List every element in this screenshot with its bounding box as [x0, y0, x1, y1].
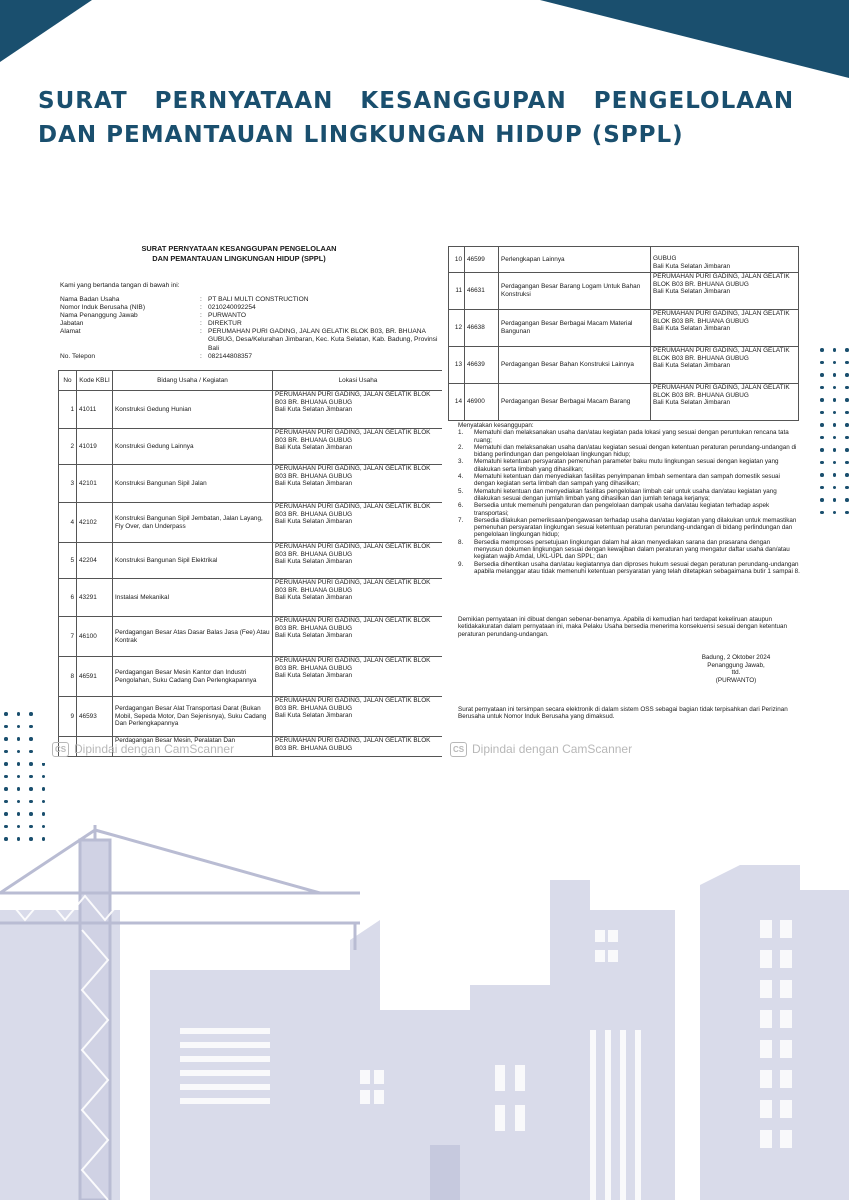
- cell-lokasi: [651, 347, 799, 384]
- statement-text: Bersedia memproses persetujuan lingkungan dalam hal akan menyediakan sarana dan prasarana dengan menyusun dokumen lingkungan sesuai dengan kewajiban dalam peraturan yang mengatur daftar usaha dan/atau kegiatan wajib Amdal, UKL-UPL dan SPPL; dan: [474, 538, 790, 561]
- cell-bidang: Konstruksi Bangunan Sipil Jalan: [113, 465, 273, 503]
- dot-pattern-right: [820, 348, 849, 514]
- cell-lokasi: [273, 391, 443, 429]
- company-info-table: [60, 296, 438, 361]
- sign-name: (PURWANTO): [715, 676, 757, 684]
- cell-no: 1: [59, 391, 77, 429]
- cell-lokasi-address: PERUMAHAN PURI GADING, JALAN GELATIK BLOK B03 BR. BHUANA GUBUG: [275, 429, 431, 444]
- table-row: [449, 384, 799, 421]
- cell-no: 5: [59, 543, 77, 579]
- top-right-corner-shape: [540, 0, 849, 78]
- cell-kode: 46638: [465, 310, 499, 347]
- cell-bidang: Konstruksi Gedung Lainnya: [113, 429, 273, 465]
- info-row: No. Telepon : 082144808357: [60, 353, 438, 361]
- cell-no: 8: [59, 657, 77, 697]
- cell-bidang: Perdagangan Besar Mesin, Peralatan Dan: [113, 737, 273, 757]
- cell-no: 9: [59, 697, 77, 737]
- cell-bidang: Perdagangan Besar Mesin Kantor dan Industri Pengolahan, Suku Cadang Dan Perlengkapannya: [113, 657, 273, 697]
- info-value: PURWANTO: [208, 312, 246, 320]
- statement-item: [458, 458, 800, 473]
- cell-lokasi: [273, 465, 443, 503]
- cell-lokasi-address: PERUMAHAN PURI GADING, JALAN GELATIK BLOK B03 BR. BHUANA GUBUG: [275, 391, 431, 406]
- kbli-right-body: [449, 247, 799, 421]
- cell-lokasi: [651, 384, 799, 421]
- cell-lokasi-tail: GUBUG: [653, 255, 677, 262]
- statement-item: [458, 429, 800, 444]
- statement-text: Mematuhi ketentuan dan menyediakan fasilitas penyimpanan limbah sementara dan sampah domestik sesuai dengan kegiatan serta limbah dan sampah yang dihasilkan;: [474, 473, 780, 488]
- statement-text: Mematuhi ketentuan dan menyediakan fasilitas pengelolaan limbah cair untuk usaha dan/atau kegiatan yang dilakukan sesuai dengan jumlah limbah yang dihasilkan dan jumlah tenaga kerjanya;: [474, 487, 777, 502]
- cell-no: 6: [59, 579, 77, 617]
- document-title: [36, 244, 442, 264]
- statements-section: [458, 422, 800, 575]
- cell-lokasi-address: PERUMAHAN PURI GADING, JALAN GELATIK BLOK B03 BR. BHUANA GUBUG: [275, 737, 431, 752]
- cell-lokasi-address: PERUMAHAN PURI GADING, JALAN GELATIK BLOK B03 BR. BHUANA GUBUG: [653, 384, 790, 399]
- info-row: Alamat : PERUMAHAN PURI GADING, JALAN GELATIK BLOK B03, BR. BHUANA GUBUG, Desa/Kelurahan Jimbaran, Kec. Kuta Selatan, Kab. Badung, Provinsi Bali: [60, 328, 438, 352]
- cell-lokasi-address: PERUMAHAN PURI GADING, JALAN GELATIK BLOK B03 BR. BHUANA GUBUG: [653, 347, 790, 362]
- cell-kode: 42204: [77, 543, 113, 579]
- cell-lokasi-area: Bali Kuta Selatan Jimbaran: [653, 362, 731, 370]
- cell-bidang: Perdagangan Besar Berbagai Macam Material Bangunan: [499, 310, 651, 347]
- table-row: [59, 465, 443, 503]
- cell-no: 10: [449, 247, 465, 273]
- info-label: Nama Penanggung Jawab: [60, 312, 138, 320]
- info-row: Jabatan : DIREKTUR: [60, 320, 438, 328]
- cell-lokasi: [273, 543, 443, 579]
- cell-lokasi-area: Bali Kuta Selatan Jimbaran: [275, 480, 353, 488]
- info-label: Jabatan: [60, 320, 84, 328]
- statement-number: 1.: [458, 429, 464, 437]
- top-left-corner-shape: [0, 0, 92, 62]
- cell-no: 3: [59, 465, 77, 503]
- cell-lokasi: [273, 737, 443, 757]
- table-row: [59, 543, 443, 579]
- statement-text: Mematuhi dan melaksanakan usaha dan/atau kegiatan sesuai dengan ketentuan peraturan perundang-undangan di bidang perlindungan dan pengelolaan lingkungan hidup;: [474, 443, 797, 459]
- camscanner-watermark: [450, 742, 632, 757]
- cell-kode: 46900: [465, 384, 499, 421]
- cell-lokasi: [651, 310, 799, 347]
- cell-kode: 46591: [77, 657, 113, 697]
- info-label: Nama Badan Usaha: [60, 296, 120, 303]
- statement-number: 2.: [458, 443, 464, 451]
- header-kode: Kode KBLI: [77, 371, 113, 391]
- sign-place-date: Badung, 2 Oktober 2024: [701, 654, 771, 661]
- cell-lokasi-address: PERUMAHAN PURI GADING, JALAN GELATIK BLOK B03 BR. BHUANA GUBUG: [275, 657, 431, 672]
- cell-kode: 46100: [77, 617, 113, 657]
- document-title-line1: SURAT PERNYATAAN KESANGGUPAN PENGELOLAAN: [141, 244, 337, 253]
- header-lokasi: Lokasi Usaha: [273, 371, 443, 391]
- page-heading-line1: SURAT PERNYATAAN KESANGGUPAN PENGELOLAAN: [38, 88, 795, 114]
- table-row: [59, 617, 443, 657]
- cell-no: 4: [59, 503, 77, 543]
- statement-item: [458, 444, 800, 459]
- cell-lokasi-address: PERUMAHAN PURI GADING, JALAN GELATIK BLOK B03 BR. BHUANA GUBUG: [275, 697, 431, 712]
- sign-ttd: ttd.: [731, 669, 741, 677]
- cell-bidang: Instalasi Mekanikal: [113, 579, 273, 617]
- info-value: PT BALI MULTI CONSTRUCTION: [208, 296, 309, 303]
- statement-text: Bersedia dilakukan pemeriksaan/pengawasan terhadap usaha dan/atau kegiatan yang dilakukan untuk memastikan pemenuhan persyaratan lingkungan sesuai ketentuan peraturan perundang-undangan di bidang perlindungan dan pengelolaan lingkungan hidup;: [474, 516, 797, 539]
- info-value: 082144808357: [208, 352, 253, 360]
- cell-no: 11: [449, 273, 465, 310]
- header-corner-shapes: [0, 0, 849, 90]
- camscanner-icon: CS: [450, 742, 467, 757]
- statement-item: [458, 561, 800, 576]
- cell-lokasi-area: Bali Kuta Selatan Jimbaran: [275, 444, 353, 452]
- cell-no: 7: [59, 617, 77, 657]
- oss-footer-note: Surat pernyataan ini tersimpan secara elektronik di dalam sistem OSS sebagai bagian tidak terpisahkan dari Perizinan Berusaha untuk Nomor Induk Berusaha yang dimaksud.: [458, 706, 788, 721]
- camscanner-text: Dipindai dengan CamScanner: [472, 742, 633, 757]
- cell-kode: 42102: [77, 503, 113, 543]
- kbli-table-continued: [448, 246, 799, 421]
- table-row: [59, 697, 443, 737]
- statement-number: 6.: [458, 502, 464, 510]
- info-row: Nama Badan Usaha : PT BALI MULTI CONSTRUCTION: [60, 296, 438, 304]
- cell-lokasi-area: Bali Kuta Selatan Jimbaran: [275, 672, 353, 680]
- statement-number: 4.: [458, 473, 464, 481]
- cell-kode: 46599: [465, 247, 499, 273]
- cell-lokasi-address: PERUMAHAN PURI GADING, JALAN GELATIK BLOK B03 BR. BHUANA GUBUG: [653, 310, 790, 325]
- camscanner-icon: CS: [52, 742, 69, 757]
- cell-bidang: Perdagangan Besar Bahan Konstruksi Lainnya: [499, 347, 651, 384]
- table-row: [59, 391, 443, 429]
- table-row: [59, 657, 443, 697]
- statement-number: 5.: [458, 487, 464, 495]
- cell-lokasi-area: Bali Kuta Selatan Jimbaran: [653, 325, 731, 333]
- cell-bidang: Perlengkapan Lainnya: [499, 247, 651, 273]
- cell-kode: 43291: [77, 579, 113, 617]
- statement-number: 8.: [458, 538, 464, 546]
- cell-lokasi-area: Bali Kuta Selatan Jimbaran: [275, 558, 353, 566]
- cell-lokasi-address: PERUMAHAN PURI GADING, JALAN GELATIK BLOK B03 BR. BHUANA GUBUG: [275, 543, 431, 558]
- scanned-page-2: [446, 236, 814, 767]
- cell-lokasi-address: PERUMAHAN PURI GADING, JALAN GELATIK BLOK B03 BR. BHUANA GUBUG: [653, 273, 790, 288]
- cell-lokasi-area: Bali Kuta Selatan Jimbaran: [653, 262, 731, 270]
- cell-bidang: Perdagangan Besar Barang Logam Untuk Bahan Konstruksi: [499, 273, 651, 310]
- cell-bidang: Perdagangan Besar Berbagai Macam Barang: [499, 384, 651, 421]
- info-label: Nomor Induk Berusaha (NIB): [60, 304, 146, 312]
- statement-number: 3.: [458, 458, 464, 466]
- header-bidang: Bidang Usaha / Kegiatan: [113, 371, 273, 391]
- statement-list: [458, 429, 800, 575]
- statement-item: [458, 539, 800, 561]
- cell-lokasi-area: Bali Kuta Selatan Jimbaran: [275, 594, 353, 602]
- cell-lokasi-address: PERUMAHAN PURI GADING, JALAN GELATIK BLOK B03 BR. BHUANA GUBUG: [275, 465, 431, 480]
- cell-no: 12: [449, 310, 465, 347]
- cell-bidang: Konstruksi Bangunan Sipil Elektrikal: [113, 543, 273, 579]
- camscanner-text: Dipindai dengan CamScanner: [74, 742, 235, 757]
- table-row: [59, 503, 443, 543]
- info-row: Nama Penanggung Jawab : PURWANTO: [60, 312, 438, 320]
- table-row: [449, 347, 799, 384]
- cell-bidang: Perdagangan Besar Atas Dasar Balas Jasa (Fee) Atau Kontrak: [113, 617, 273, 657]
- table-row: [449, 273, 799, 310]
- cell-lokasi: [273, 657, 443, 697]
- signature-block: [676, 654, 796, 684]
- cell-kode: 42101: [77, 465, 113, 503]
- cell-no: 13: [449, 347, 465, 384]
- statement-text: Bersedia untuk memenuhi pengaturan dan pengelolaan dampak usaha dan/atau kegiatan terhadap aspek transportasi;: [474, 502, 770, 517]
- statement-text: Bersedia dihentikan usaha dan/atau kegiatannya dan diproses hukum sesuai degan peraturan perundang-undangan apabila melanggar atau tidak memenuhi ketentuan persyaratan yang telah ditetapkan sebagaimana butir 1 sampai 8.: [474, 560, 800, 575]
- statement-item: [458, 488, 800, 503]
- intro-text: Kami yang bertanda tangan di bawah ini:: [60, 282, 180, 289]
- table-row: [449, 310, 799, 347]
- cell-no: 2: [59, 429, 77, 465]
- cell-lokasi-address: PERUMAHAN PURI GADING, JALAN GELATIK BLOK B03 BR. BHUANA GUBUG: [275, 617, 431, 632]
- cell-lokasi-area: Bali Kuta Selatan Jimbaran: [653, 288, 731, 296]
- cell-lokasi-address: PERUMAHAN PURI GADING, JALAN GELATIK BLOK B03 BR. BHUANA GUBUG: [275, 503, 431, 518]
- statements-intro: Menyatakan kesanggupan:: [458, 422, 534, 429]
- statement-item: [458, 473, 800, 488]
- cell-lokasi-area: Bali Kuta Selatan Jimbaran: [275, 632, 353, 640]
- cell-lokasi: [273, 503, 443, 543]
- cell-lokasi-area: Bali Kuta Selatan Jimbaran: [275, 518, 353, 526]
- cell-bidang: Konstruksi Gedung Hunian: [113, 391, 273, 429]
- cell-lokasi-area: Bali Kuta Selatan Jimbaran: [275, 712, 353, 720]
- cell-lokasi: [273, 579, 443, 617]
- cell-lokasi: [273, 617, 443, 657]
- cell-no: 14: [449, 384, 465, 421]
- closing-paragraph: Demikian pernyataan ini dibuat dengan sebenar-benarnya. Apabila di kemudian hari terdapat kekeliruan ataupun ketidakakuratan dalam pernyataan ini, maka Pelaku Usaha bersedia menerima konsekuensi sesuai dengan ketentuan peraturan perundang-undangan.: [458, 616, 788, 638]
- cell-lokasi-address: PERUMAHAN PURI GADING, JALAN GELATIK BLOK B03 BR. BHUANA GUBUG: [275, 579, 431, 594]
- kbli-table: [58, 370, 442, 757]
- document-title-line2: DAN PEMANTAUAN LINGKUNGAN HIDUP (SPPL): [152, 254, 326, 263]
- cell-kode: 46631: [465, 273, 499, 310]
- cell-lokasi: [651, 247, 799, 273]
- statement-item: [458, 517, 800, 539]
- table-row: [59, 429, 443, 465]
- page-heading: [38, 84, 798, 152]
- header-no: No: [59, 371, 77, 391]
- cell-lokasi-area: Bali Kuta Selatan Jimbaran: [275, 406, 353, 414]
- sign-role: Penanggung Jawab,: [707, 661, 765, 669]
- cell-kode: 46593: [77, 697, 113, 737]
- info-value: 0210240092254: [208, 304, 256, 312]
- kbli-header-row: [59, 371, 443, 391]
- cell-lokasi: [273, 429, 443, 465]
- camscanner-watermark: [52, 742, 234, 757]
- cell-kode: 46639: [465, 347, 499, 384]
- cell-lokasi-area: Bali Kuta Selatan Jimbaran: [653, 399, 731, 407]
- statement-text: Mematuhi ketentuan persyaratan pemenuhan parameter baku mutu lingkungan sesuai dengan kegiatan yang dilakukan serta limbah yang dihasilkan;: [474, 458, 779, 473]
- cell-kode: 41011: [77, 391, 113, 429]
- cell-lokasi: [651, 273, 799, 310]
- statement-number: 9.: [458, 560, 464, 568]
- statement-number: 7.: [458, 516, 464, 524]
- cell-bidang: Perdagangan Besar Alat Transportasi Darat (Bukan Mobil, Sepeda Motor, Dan Sejenisnya), Suku Cadang Dan Perlengkapannya: [113, 697, 273, 737]
- cell-bidang: Konstruksi Bangunan Sipil Jembatan, Jalan Layang, Fly Over, dan Underpass: [113, 503, 273, 543]
- table-row: [449, 247, 799, 273]
- city-skyline-illustration: [0, 820, 849, 1200]
- statement-text: Mematuhi dan melaksanakan usaha dan/atau kegiatan pada lokasi yang sesuai dengan peruntukan rencana tata ruang;: [474, 429, 789, 444]
- info-label: No. Telepon: [60, 352, 96, 360]
- kbli-left-body: [59, 391, 443, 757]
- info-row: Nomor Induk Berusaha (NIB) : 0210240092254: [60, 304, 438, 312]
- info-label: Alamat: [60, 328, 81, 336]
- table-row: [59, 579, 443, 617]
- scanned-page-1: [36, 228, 442, 763]
- statement-item: [458, 502, 800, 517]
- info-value: DIREKTUR: [208, 320, 242, 328]
- info-value: PERUMAHAN PURI GADING, JALAN GELATIK BLOK B03, BR. BHUANA GUBUG, Desa/Kelurahan Jimbaran, Kec. Kuta Selatan, Kab. Badung, Provinsi Bali: [208, 328, 438, 352]
- cell-lokasi: [273, 697, 443, 737]
- page-heading-line2: DAN PEMANTAUAN LINGKUNGAN HIDUP (SPPL): [38, 122, 684, 148]
- cell-kode: 41019: [77, 429, 113, 465]
